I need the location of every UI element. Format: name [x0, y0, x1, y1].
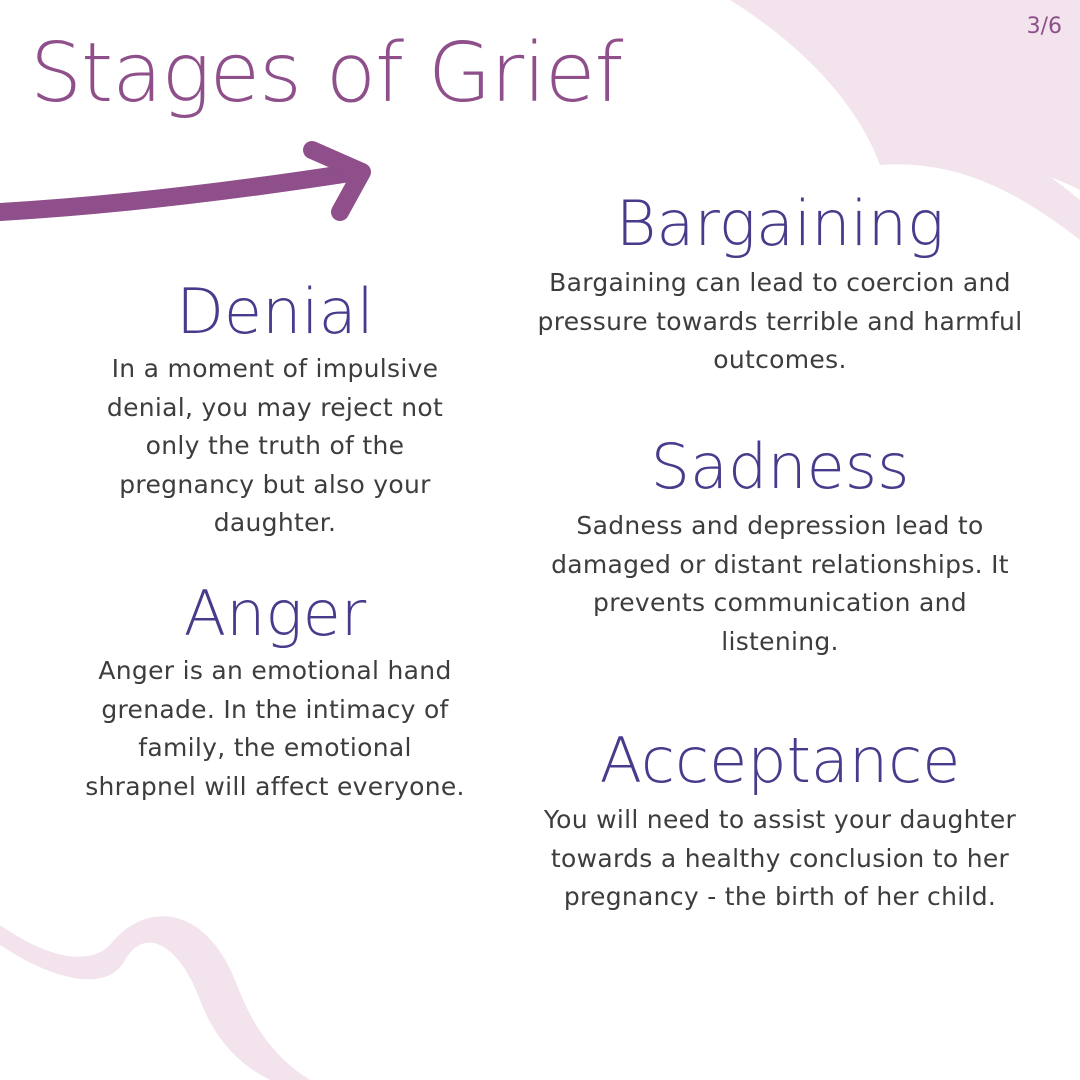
section-body: Sadness and depression lead to damaged or distant relationships. It prevents communication and listening. — [551, 511, 1009, 656]
section-heading: Sadness — [650, 430, 910, 503]
section-heading: Bargaining — [615, 187, 945, 260]
section-denial — [80, 275, 470, 543]
page-title: Stages of Grief — [30, 26, 623, 121]
section-acceptance — [535, 724, 1025, 917]
section-body: You will need to assist your daughter towards a healthy conclusion to her pregnancy - the birth of her child. — [543, 805, 1017, 912]
page-indicator: 3/6 — [1026, 14, 1062, 39]
section-heading: Denial — [176, 275, 374, 348]
right-arrow-icon — [0, 173, 350, 212]
section-body: In a moment of impulsive denial, you may reject not only the truth of the pregnancy but also your daughter. — [106, 354, 444, 538]
section-heading: Acceptance — [599, 724, 961, 797]
bottom-left-swoosh — [0, 916, 310, 1080]
section-body: Anger is an emotional hand grenade. In the intimacy of family, the emotional shrapnel will affect everyone. — [85, 656, 465, 801]
section-heading: Anger — [183, 577, 367, 650]
section-sadness — [535, 430, 1025, 661]
section-anger — [80, 577, 470, 806]
section-body: Bargaining can lead to coercion and pressure towards terrible and harmful outcomes. — [537, 268, 1023, 375]
section-bargaining — [535, 187, 1025, 380]
